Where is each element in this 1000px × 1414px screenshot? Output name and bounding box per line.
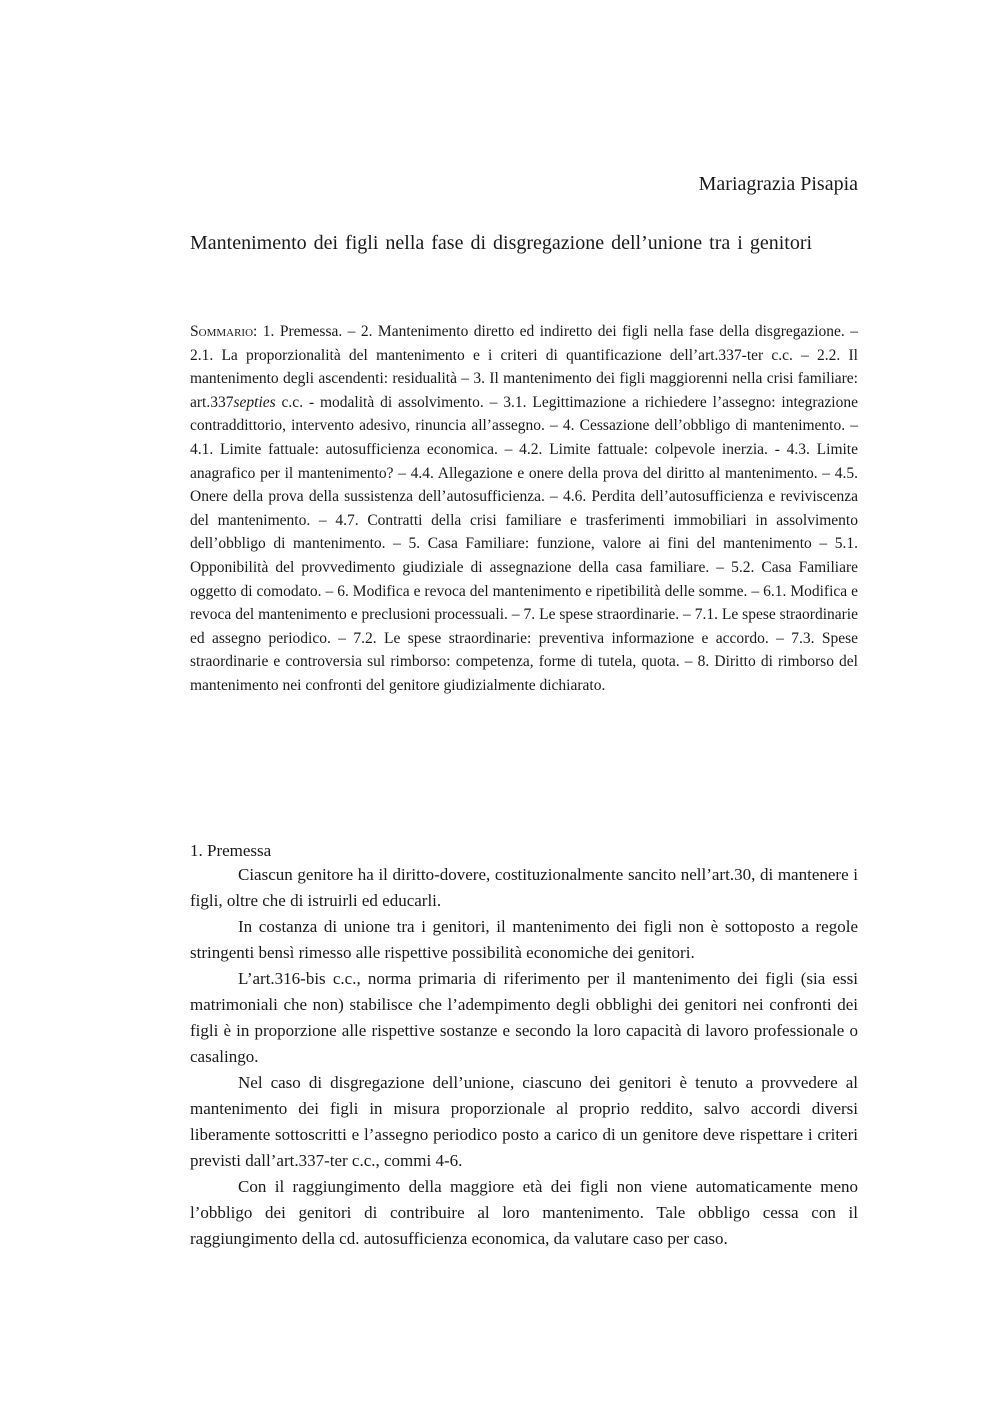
paragraph-4: Nel caso di disgregazione dell’unione, ciascuno dei genitori è tenuto a provvedere al mantenimento dei figli in misura proporzionale al proprio reddito, salvo accordi diversi liberamente sottoscritti e l’assegno periodico posto a carico di un genitore deve rispettare i criteri previsti dall’art.337-ter c.c., commi 4-6. (190, 1073, 858, 1170)
summary-text-part-2: c.c. - modalità di assolvimento. – 3.1. Legittimazione a richiedere l’assegno: integrazione contraddittorio, intervento adesivo, rinuncia all’assegno. – 4. Cessazione dell’obbligo di mantenimento. – 4.1. Limite fattuale: autosufficienza economica. – 4.2. Limite fattuale: colpevole inerzia. - 4.3. Limite anagrafico per il mantenimento? – 4.4. Allegazione e onere della prova del diritto al mantenimento. – 4.5. Onere della prova della sussistenza dell’autosufficienza. – 4.6. Perdita dell’autosufficienza e reviviscenza del mantenimento. – 4.7. Contratti della crisi familiare e trasferimenti immobiliari in assolvimento dell’obbligo di mantenimento. – 5. Casa Familiare: funzione, valore ai fini del mantenimento – 5.1. Opponibilità del provvedimento giudiziale di assegnazione della casa familiare. – 5.2. Casa Familiare oggetto di comodato. – 6. Modifica e revoca del mantenimento e ripetibilità delle somme. – 6.1. Modifica e revoca del mantenimento e preclusioni processuali. – 7. Le spese straordinarie. – 7.1. Le spese straordinarie ed assegno periodico. – 7.2. Le spese straordinarie: preventiva informazione e accordo. – 7.3. Spese straordinarie e controversia sul rimborso: competenza, forme di tutela, quota. – 8. Diritto di rimborso del mantenimento nei confronti del genitore giudizialmente dichiarato. (190, 393, 858, 694)
paragraph-3: L’art.316-bis c.c., norma primaria di riferimento per il mantenimento dei figli (sia essi matrimoniali che non) stabilisce che l’adempimento degli obblighi dei genitori nei confronti dei figli è in proporzione alle rispettive sostanze e secondo la loro capacità di lavoro professionale o casalingo. (190, 969, 858, 1066)
summary-block (190, 320, 858, 698)
article-title: Mantenimento dei figli nella fase di disgregazione dell’unione tra i genitori (190, 232, 813, 254)
body-text (190, 862, 858, 1252)
summary-label: Sommario (190, 323, 254, 340)
summary-text-part-1: : 1. Premessa. – 2. Mantenimento diretto ed indiretto dei figli nella fase della disgregazione. – 2.1. La proporzionalità del mantenimento e i criteri di quantificazione dell’art.337-ter c.c. – 2.2. Il mantenimento degli ascendenti: residualità – 3. Il mantenimento dei figli maggiorenni nella crisi familiare: art.337 (190, 323, 858, 411)
paragraph-2: In costanza di unione tra i genitori, il mantenimento dei figli non è sottoposto a regole stringenti bensì rimesso alle rispettive possibilità economiche dei genitori. (190, 917, 858, 962)
author-name: Mariagrazia Pisapia (698, 173, 858, 195)
paragraph-1: Ciascun genitore ha il diritto-dovere, costituzionalmente sancito nell’art.30, di mantenere i figli, oltre che di istruirli ed educarli. (190, 865, 858, 910)
summary-italic-term: septies (233, 393, 276, 411)
paragraph-5: Con il raggiungimento della maggiore età dei figli non viene automaticamente meno l’obbligo dei genitori di contribuire al loro mantenimento. Tale obbligo cessa con il raggiungimento della cd. autosufficienza economica, da valutare caso per caso. (190, 1177, 858, 1248)
section-heading: 1. Premessa (190, 841, 272, 860)
